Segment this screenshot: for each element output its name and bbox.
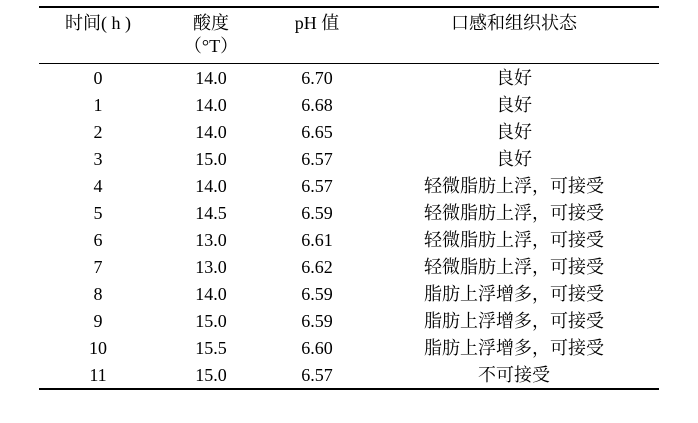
cell-ph: 6.60 xyxy=(301,337,333,358)
column-header-taste xyxy=(369,7,659,64)
table-body xyxy=(39,64,659,390)
column-header-acidity-label: 酸度 xyxy=(193,13,229,33)
table-row xyxy=(39,172,659,199)
cell-acidity: 14.0 xyxy=(195,283,227,304)
cell-acidity: 14.0 xyxy=(195,121,227,142)
column-header-time xyxy=(39,7,157,64)
document-page xyxy=(0,6,698,423)
cell-ph: 6.68 xyxy=(301,94,333,115)
cell-time: 3 xyxy=(93,148,103,169)
cell-ph: 6.57 xyxy=(301,175,333,196)
column-header-time-label: 时间( h ) xyxy=(65,13,131,33)
cell-acidity: 14.0 xyxy=(195,67,227,88)
table-header-row xyxy=(39,7,659,64)
table-row xyxy=(39,91,659,118)
column-header-taste-label: 口感和组织状态 xyxy=(451,13,577,33)
cell-time: 8 xyxy=(93,283,103,304)
cell-time: 6 xyxy=(93,229,103,250)
cell-acidity: 14.0 xyxy=(195,175,227,196)
cell-taste: 良好 xyxy=(496,148,532,169)
table-row xyxy=(39,334,659,361)
data-table xyxy=(39,6,659,390)
cell-ph: 6.59 xyxy=(301,310,333,331)
cell-taste: 轻微脂肪上浮，可接受 xyxy=(424,256,604,277)
cell-taste: 良好 xyxy=(496,121,532,142)
cell-taste: 轻微脂肪上浮，可接受 xyxy=(424,175,604,196)
table-row xyxy=(39,64,659,92)
column-header-acidity-unit: （°T） xyxy=(183,35,239,56)
table-row xyxy=(39,226,659,253)
cell-time: 2 xyxy=(93,121,103,142)
cell-taste: 脂肪上浮增多，可接受 xyxy=(424,337,604,358)
table-row xyxy=(39,253,659,280)
cell-acidity: 15.0 xyxy=(195,310,227,331)
column-header-acidity xyxy=(157,7,265,64)
table-row xyxy=(39,199,659,226)
cell-ph: 6.57 xyxy=(301,148,333,169)
cell-time: 4 xyxy=(93,175,103,196)
cell-time: 1 xyxy=(93,94,103,115)
cell-acidity: 14.5 xyxy=(195,202,227,223)
table-row xyxy=(39,118,659,145)
cell-taste: 不可接受 xyxy=(478,364,550,385)
cell-time: 11 xyxy=(89,364,107,385)
cell-ph: 6.70 xyxy=(301,67,333,88)
cell-acidity: 13.0 xyxy=(195,256,227,277)
cell-ph: 6.61 xyxy=(301,229,333,250)
table-header xyxy=(39,7,659,64)
cell-taste: 良好 xyxy=(496,94,532,115)
cell-ph: 6.62 xyxy=(301,256,333,277)
cell-time: 10 xyxy=(89,337,107,358)
cell-taste: 脂肪上浮增多，可接受 xyxy=(424,283,604,304)
column-header-ph-label: pH 值 xyxy=(294,13,340,33)
cell-ph: 6.57 xyxy=(301,364,333,385)
cell-taste: 脂肪上浮增多，可接受 xyxy=(424,310,604,331)
cell-time: 0 xyxy=(93,67,103,88)
cell-taste: 良好 xyxy=(496,67,532,88)
cell-acidity: 15.0 xyxy=(195,364,227,385)
cell-taste: 轻微脂肪上浮，可接受 xyxy=(424,202,604,223)
cell-taste: 轻微脂肪上浮，可接受 xyxy=(424,229,604,250)
table-row xyxy=(39,145,659,172)
cell-time: 7 xyxy=(93,256,103,277)
table-row xyxy=(39,280,659,307)
cell-time: 5 xyxy=(93,202,103,223)
cell-acidity: 15.5 xyxy=(195,337,227,358)
cell-ph: 6.59 xyxy=(301,283,333,304)
cell-acidity: 13.0 xyxy=(195,229,227,250)
table-row xyxy=(39,361,659,389)
cell-ph: 6.59 xyxy=(301,202,333,223)
column-header-ph xyxy=(265,7,369,64)
cell-acidity: 15.0 xyxy=(195,148,227,169)
cell-time: 9 xyxy=(93,310,103,331)
table-row xyxy=(39,307,659,334)
cell-acidity: 14.0 xyxy=(195,94,227,115)
cell-ph: 6.65 xyxy=(301,121,333,142)
